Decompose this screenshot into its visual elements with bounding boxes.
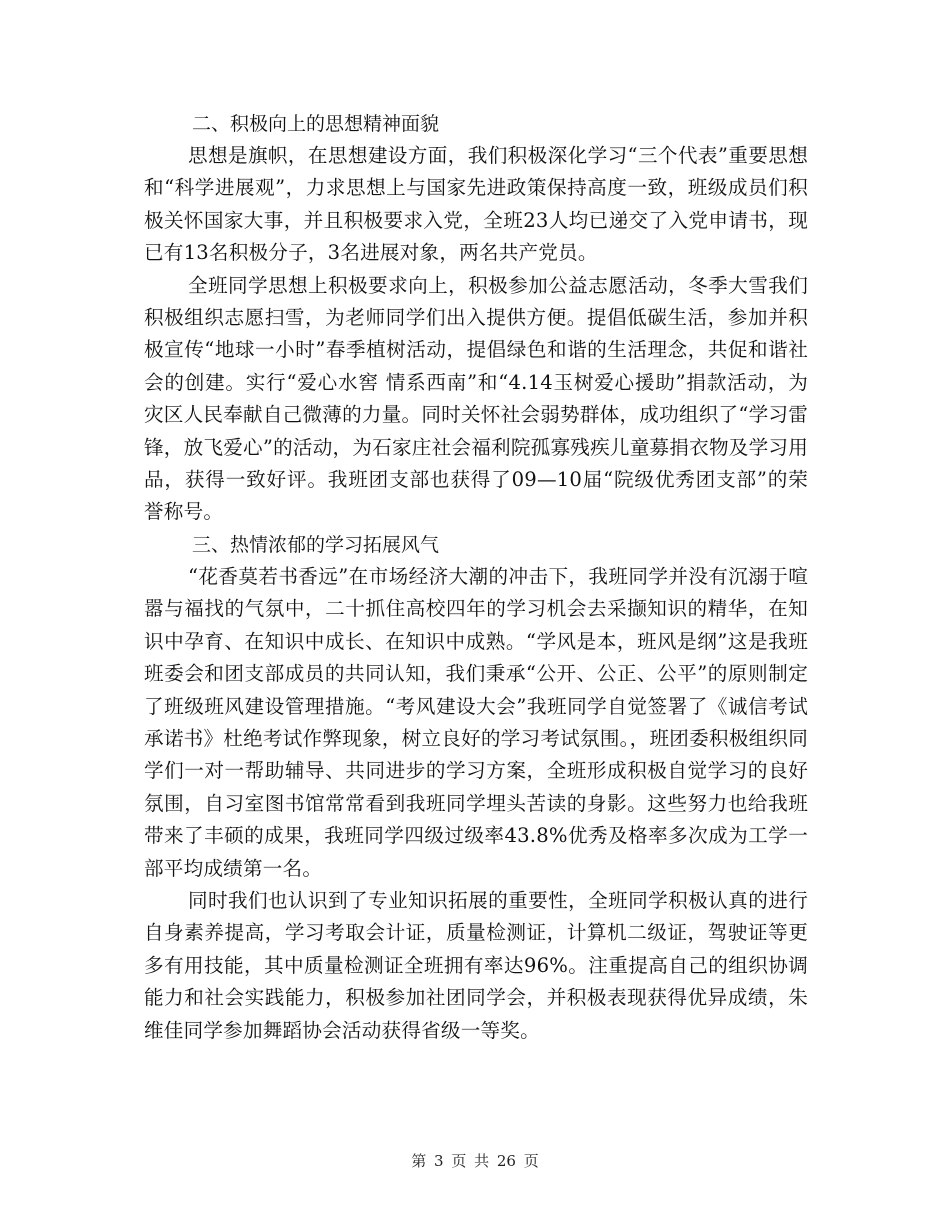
- paragraph-study-atmosphere: “花香莫若书香远”在市场经济大潮的冲击下，我班同学并没有沉溺于喧嚣与福找的气氛中，二十抓住高校四年的学习机会去采撷知识的精华，在知识中孕育、在知识中成长、在知识中成熟。“学风是本，班风是纲”这是我班班委会和团支部成员的共同认知，我们秉承“公开、公正、公平”的原则制定了班级班风建设管理措施。“考风建设大会”我班同学自觉签署了《诚信考试承诺书》杜绝考试作弊现象，树立良好的学习考试氛围。，班团委积极组织同学们一对一帮助辅导、共同进步的学习方案，全班形成积极自觉学习的良好氛围，自习室图书馆常常看到我班同学埋头苦读的身影。这些努力也给我班带来了丰硕的成果，我班同学四级过级率43.8%优秀及格率多次成为工学一部平均成绩第一名。: [144, 564, 808, 880]
- section-heading-3: 三、热情浓郁的学习拓展风气: [192, 533, 440, 556]
- section-heading-2: 二、积极向上的思想精神面貌: [192, 113, 440, 135]
- paragraph-ideology: 思想是旗帜，在思想建设方面，我们积极深化学习“三个代表”重要思想和“科学进展观”，力求思想上与国家先进政策保持高度一致，班级成员们积极关怀国家大事，并且积极要求入党，全班23人均已递交了入党申请书，现已有13名积极分子，3名进展对象，两名共产党员。: [144, 144, 808, 265]
- page-number-footer: 第 3 页 共 26 页: [411, 1152, 539, 1170]
- document-body: [144, 108, 808, 1047]
- paragraph-skills: 同时我们也认识到了专业知识拓展的重要性，全班同学积极认真的进行自身素养提高，学习考取会计证，质量检测证，计算机二级证，驾驶证等更多有用技能，其中质量检测证全班拥有率达96%。注重提高自己的组织协调能力和社会实践能力，积极参加社团同学会，并积极表现获得优异成绩，朱维佳同学参加舞蹈协会活动获得省级一等奖。: [144, 888, 808, 1042]
- paragraph-volunteer: 全班同学思想上积极要求向上，积极参加公益志愿活动，冬季大雪我们积极组织志愿扫雪，为老师同学们出入提供方便。提倡低碳生活，参加并积极宣传“地球一小时”春季植树活动，提倡绿色和谐的生活理念，共促和谐社会的创建。实行“爱心水窖 情系西南”和“4.14玉树爱心援助”捐款活动，为灾区人民奉献自己微薄的力量。同时关怀社会弱势群体，成功组织了“学习雷锋，放飞爱心”的活动，为石家庄社会福利院孤寡残疾儿童募捐衣物及学习用品，获得一致好评。我班团支部也获得了09—10届“院级优秀团支部”的荣誉称号。: [144, 273, 808, 524]
